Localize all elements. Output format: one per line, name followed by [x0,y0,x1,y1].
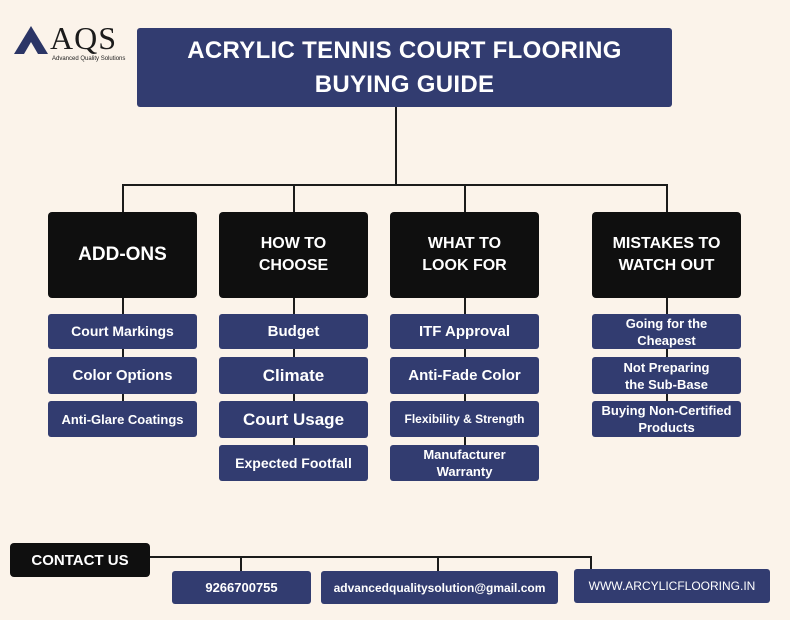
connector-title-down [395,107,397,185]
contact-connector-email [437,556,439,572]
category-add-ons: ADD-ONS [48,212,197,298]
item-climate: Climate [219,357,368,394]
item-budget: Budget [219,314,368,349]
item-court-markings: Court Markings [48,314,197,349]
item-anti-fade-color: Anti-Fade Color [390,357,539,394]
item-anti-glare-coatings: Anti-Glare Coatings [48,401,197,437]
triangle-logo-icon [14,26,48,54]
item-color-options: Color Options [48,357,197,394]
contact-connector-horizontal [150,556,592,558]
title-line-2: BUYING GUIDE [314,70,495,98]
item-not-preparing-sub-base: Not Preparing the Sub-Base [592,357,741,394]
category-how-to-choose: HOW TO CHOOSE [219,212,368,298]
title-line-1: ACRYLIC TENNIS COURT FLOORING [187,36,622,64]
item-flexibility-strength: Flexibility & Strength [390,401,539,437]
item-itf-approval: ITF Approval [390,314,539,349]
aqs-logo [14,20,134,70]
contact-email[interactable]: advancedqualitysolution@gmail.com [321,571,558,604]
contact-website[interactable]: WWW.ARCYLICFLOORING.IN [574,569,770,603]
category-mistakes-to-watch-out: MISTAKES TO WATCH OUT [592,212,741,298]
page-title [137,28,672,107]
contact-connector-phone [240,556,242,572]
item-expected-footfall: Expected Footfall [219,445,368,481]
contact-phone[interactable]: 9266700755 [172,571,311,604]
connector-col-1 [122,184,124,212]
item-manufacturer-warranty: Manufacturer Warranty [390,445,539,481]
item-court-usage: Court Usage [219,401,368,438]
connector-col-4 [666,184,668,212]
logo-text: AQS [50,20,118,56]
connector-col-3 [464,184,466,212]
logo-subtitle: Advanced Quality Solutions [52,56,126,62]
contact-us-heading: CONTACT US [10,543,150,577]
connector-horizontal [122,184,668,186]
category-what-to-look-for: WHAT TO LOOK FOR [390,212,539,298]
item-buying-non-certified: Buying Non-Certified Products [592,401,741,437]
connector-col-2 [293,184,295,212]
item-going-for-cheapest: Going for the Cheapest [592,314,741,349]
